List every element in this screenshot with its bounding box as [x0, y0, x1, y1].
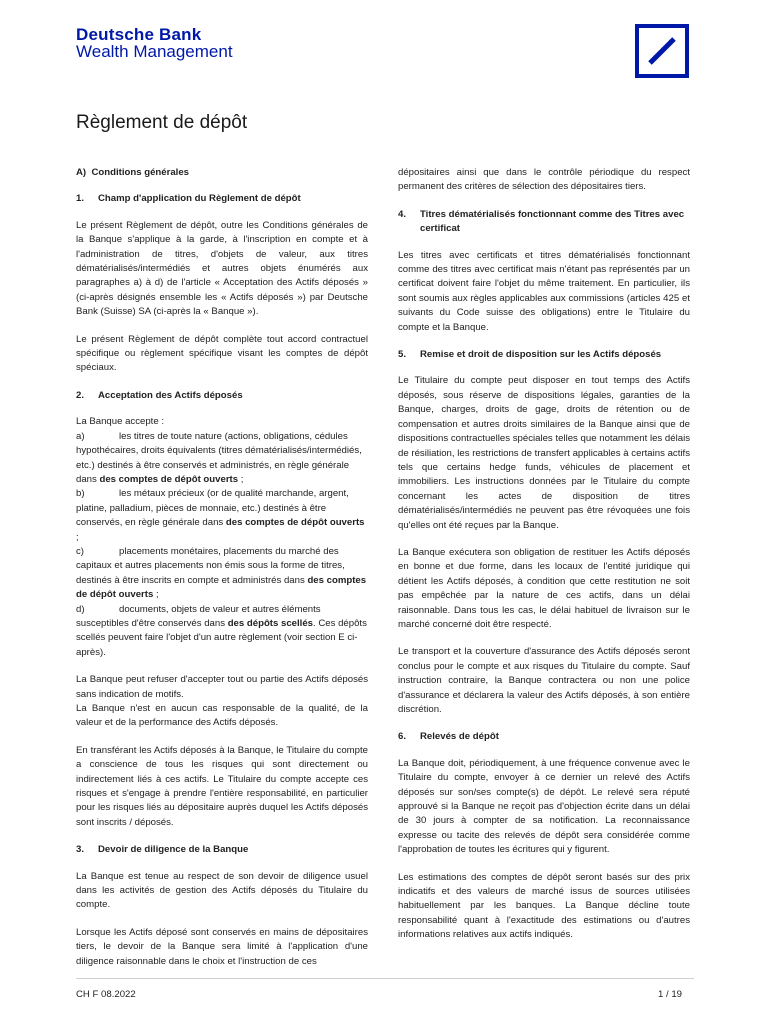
list-text-part: . Ces dépôts scellés peuvent faire l'objet d'un autre règlement (voir section E ci-après).: [76, 617, 367, 658]
heading-text: Remise et droit de disposition sur les Actifs déposés: [420, 349, 662, 361]
paragraph: En transférant les Actifs déposés à la Banque, le Titulaire du compte a conscience de tous les risques qui sont directement ou indirectement liés à ces actifs. Le Titulaire du compte accepte ces risques et s'engage à prendre l'entière responsabilité, en particulier pour les risques liés au dépositaire auprès duquel les Actifs déposés sont inscrits / déposés.: [76, 744, 368, 828]
list-item: [76, 545, 368, 603]
heading-text: Titres dématérialisés fonctionnant comme des Titres avec certificat: [420, 208, 685, 235]
heading-text: Relevés de dépôt: [420, 731, 499, 743]
page-title: Règlement de dépôt: [76, 112, 248, 133]
heading-number: 4.: [398, 208, 407, 220]
list-key: b): [76, 488, 85, 500]
heading-number: 3.: [76, 844, 85, 856]
paragraph: Le Titulaire du compte peut disposer en tout temps des Actifs déposés, sous réserve de dispositions légales, garanties de la Banque, charges, droits de gage, droits de rétention ou de compensation et autres droits similaires de la Banque ainsi que de dispositions contractuelles spéciales telles que notamment les délais de résiliation, les restrictions de transfert applicables à certains actifs tels que certains hedge funds, véhicules de placement et immobiliers. Les instructions données par le Titulaire du compte concernant les actes de disposition de titres dématérialisés/intermédiés ne peuvent pas être révoquées une fois qu'elles ont été reçues par la Banque.: [398, 375, 690, 531]
list-text-part: ;: [153, 589, 159, 601]
list-text-part: ;: [238, 473, 244, 485]
paragraph: Le présent Règlement de dépôt complète tout accord contractuel spécifique ou règlement spécifique visant les comptes de dépôt spéciaux.: [76, 333, 368, 374]
heading-text: Devoir de diligence de la Banque: [98, 844, 249, 856]
list-key: a): [76, 430, 85, 442]
paragraph: dépositaires ainsi que dans le contrôle périodique du respect permanent des critères de sélection des dépositaires tiers.: [398, 167, 690, 193]
list-key: c): [76, 545, 84, 557]
list-key: d): [76, 603, 85, 615]
heading-text: Acceptation des Actifs déposés: [98, 389, 243, 401]
paragraph: La Banque est tenue au respect de son devoir de diligence usuel dans les activités de gestion des Actifs déposés du Titulaire du compte.: [76, 870, 368, 911]
list-item: [76, 487, 368, 545]
heading-2: [76, 389, 368, 403]
list-text-bold: des dépôts scellés: [227, 617, 314, 629]
heading-text: Champ d'application du Règlement de dépôt: [98, 193, 301, 205]
footer-divider: [76, 978, 694, 979]
paragraph: La Banque exécutera son obligation de restituer les Actifs déposés en bonne et due forme, dans les locaux de l'entité juridique qui détient les Actifs déposés, à condition que cette restitution ne soit pas empêchée par la nature de ces actifs, dans un délai raisonnable. Dans tous les cas, le délai habituel de livraison sur le marché concerné doit être respecté.: [398, 546, 690, 630]
heading-5: [398, 348, 690, 362]
heading-4: [398, 208, 690, 237]
list-text-part: documents, objets de valeur et autres éléments susceptibles d'être conservés dans: [76, 603, 321, 629]
list-text-part: ;: [76, 531, 79, 543]
list-body: [76, 604, 367, 658]
accept-list: [76, 415, 368, 660]
accept-intro: La Banque accepte :: [76, 416, 165, 428]
footer-doc-code: CH F 08.2022: [76, 989, 136, 1000]
list-body: [76, 488, 364, 542]
heading-6: [398, 730, 690, 744]
list-item: [76, 430, 368, 488]
left-column: [76, 166, 368, 982]
list-item: [76, 603, 368, 661]
paragraph: Lorsque les Actifs déposé sont conservés en mains de dépositaires tiers, le devoir de la Banque sera limité à l'application d'une diligence raisonnable dans le choix et l'instruction de ces: [76, 926, 368, 967]
paragraph: La Banque n'est en aucun cas responsable de la qualité, de la valeur et de la performance des Actifs déposés.: [76, 703, 368, 729]
brand-wordmark: [76, 26, 233, 60]
list-body: [76, 546, 366, 600]
paragraph: La Banque doit, périodiquement, à une fréquence convenue avec le Titulaire du compte, envoyer à ce dernier un relevé des Actifs déposés sur son/ses compte(s) de dépôt. Le relevé sera réputé approuvé si la Banque ne reçoit pas d'objection écrite dans un délai de 30 jours à compter de sa notification. La reconnaissance expresse ou tacite des relevés de dépôt sera considérée comme l'approbation de toutes les écritures qui y figurent.: [398, 757, 690, 856]
section-heading-a: A) Conditions générales: [76, 167, 190, 178]
right-column: [398, 166, 690, 956]
deutsche-bank-logo-icon: [635, 24, 689, 78]
list-text-bold: des comptes de dépôt ouverts: [99, 473, 239, 485]
page-number: 1 / 19: [657, 989, 682, 1000]
list-body: [76, 431, 362, 485]
paragraph: La Banque peut refuser d'accepter tout ou partie des Actifs déposés sans indication de motifs.: [76, 674, 368, 700]
refusal-block: [76, 673, 368, 731]
brand-line-1: Deutsche Bank: [76, 25, 202, 44]
heading-number: 5.: [398, 349, 407, 361]
heading-number: 6.: [398, 731, 407, 743]
heading-number: 1.: [76, 193, 85, 205]
paragraph: Les estimations des comptes de dépôt seront basés sur des prix indicatifs et des valeurs de marché issus de sources utilisées habituellement par les banques. La Banque décline toute responsabilité quant à l'exactitude des estimations ou d'autres informations relatives aux actifs indiqués.: [398, 871, 690, 941]
paragraph: Les titres avec certificats et titres dématérialisés fonctionnant comme des titres avec certificat mais n'étant pas représentés par un certificat doivent faire l'objet du même traitement. En particulier, ils sont soumis aux règles applicables aux commissions (articles 425 et suivants du Code suisse des obligations) entre le Titulaire du compte et la Banque.: [398, 249, 690, 333]
list-text-part: les titres de toute nature (actions, obligations, cédules hypothécaires, droits équivalents (titres dématérialisés/intermédiés, etc.) destinés à être conservés et administrés, en règle générale dans: [76, 430, 362, 485]
heading-number: 2.: [76, 389, 85, 401]
paragraph: Le présent Règlement de dépôt, outre les Conditions générales de la Banque s'applique à la garde, à l'inscription en compte et à l'administration de titres, d'objets de valeur, aux titres dématérialisés/intermédiés et autres objets énumérés aux paragraphes a) à d) de l'article « Acceptation des Actifs déposés » (ci-après désignés ensemble les « Actifs déposés ») par Deutsche Bank (Suisse) SA (ci-après la « Banque »).: [76, 219, 368, 318]
heading-1: [76, 192, 368, 206]
list-text-bold: des comptes de dépôt ouverts: [225, 517, 365, 529]
list-text-part: placements monétaires, placements du marché des capitaux et autres placements non émis sous la forme de titres, destinés à être inscrits en compte et administrés dans: [76, 545, 345, 586]
list-text-part: les métaux précieux (or de qualité marchande, argent, platine, palladium, pièces de monnaie, etc.) destinés à être conservés, en règle générale dans: [76, 488, 349, 529]
paragraph: Le transport et la couverture d'assurance des Actifs déposés seront conclus pour le compte et aux risques du Titulaire du compte. Sauf instruction contraire, la Banque contractera ou non une police d'assurance et déclarera la valeur des Actifs déposés, à son entière discrétion.: [398, 646, 690, 715]
list-text-bold: des comptes de dépôt ouverts: [76, 574, 367, 601]
heading-3: [76, 843, 368, 857]
brand-line-2: Wealth Management: [76, 42, 233, 61]
